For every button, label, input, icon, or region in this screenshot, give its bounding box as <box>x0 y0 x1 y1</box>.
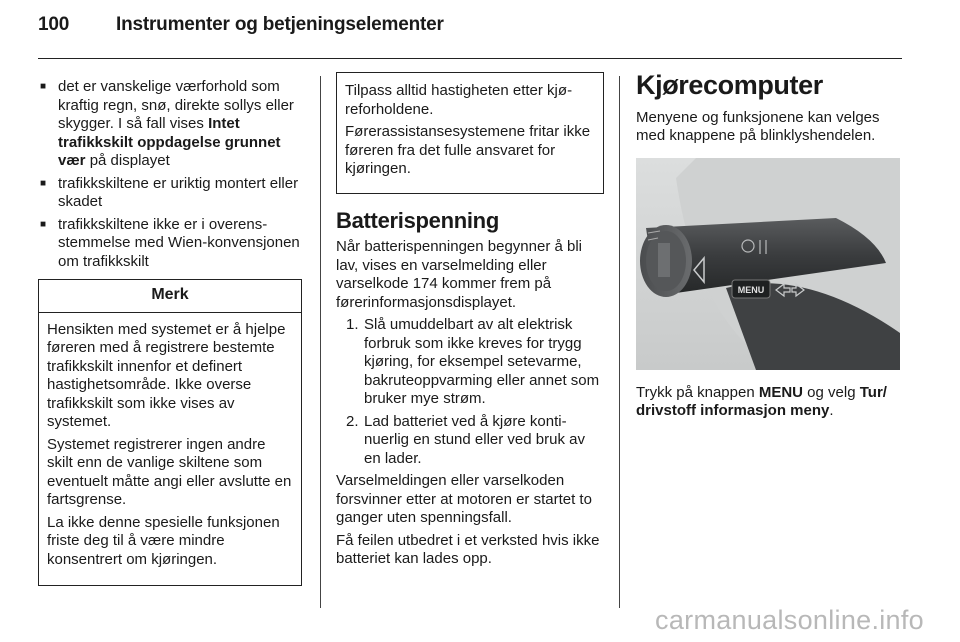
battery-intro: Når batterispenningen begynner å bli lav, vises en varselmelding eller varselkode 174 kommer frem på førerinformasjonsdisplayet. <box>336 238 582 311</box>
battery-steps <box>336 316 604 468</box>
column-3 <box>636 70 904 421</box>
list-item: ■ trafikkskiltene ikke er i overensstemmelse med Wien-konvensjonen om trafikkskilt <box>38 216 302 272</box>
column-divider-2 <box>619 76 620 608</box>
warning-box <box>336 72 604 194</box>
photo-caption: Trykk på knappen MENU og velg Tur/ drivstoff informasjon meny. <box>636 383 887 419</box>
column-1 <box>38 78 302 586</box>
column-2 <box>336 74 604 573</box>
menu-button-label: MENU <box>737 284 765 295</box>
list-item: ■ trafikkskiltene er uriktig montert eller skadet <box>38 175 302 212</box>
page-header <box>38 14 444 36</box>
note-box <box>38 279 302 586</box>
note-heading: Merk <box>39 280 301 313</box>
column-divider-1 <box>320 76 321 608</box>
step-item: 1. Slå umuddelbart av alt elektrisk forbruk som ikke kreves for trygg kjøring, for eksempel setevarme, bakruteoppvarming eller annet som bruker mye strøm. <box>346 316 600 407</box>
section-title-trip-computer: Kjørecomputer <box>636 70 823 100</box>
warning-paragraph: Førerassistansesystemene fritar ikke føreren fra det fulle ansvaret for kjøringen. <box>345 123 591 177</box>
watermark: carmanualsonline.info <box>655 605 924 635</box>
note-paragraph: Hensikten med systemet er å hjelpe føreren med å registrere bestemte trafikkskilt innenfor et definert hastighetsområde. Ikke overse trafikkskilt som ikke vises av systemet. <box>47 320 286 430</box>
battery-paragraph: Varselmeldingen eller varselkoden forsvinner etter at motoren er startet to ganger uten spenningsfall. <box>336 472 592 526</box>
battery-paragraph: Få feilen utbedret i et verksted hvis ikke batteriet kan lades opp. <box>336 531 600 567</box>
header-rule <box>38 58 902 59</box>
note-body <box>39 313 301 586</box>
trip-computer-intro: Menyene og funksjonene kan velges med knappene på blinklyshendelen. <box>636 108 880 144</box>
note-paragraph: La ikke denne spesielle funksjonen friste deg til å være mindre konsentrert om kjøringen. <box>47 513 280 568</box>
turn-signal-lever-photo <box>636 158 900 370</box>
page-number: 100 <box>38 14 70 35</box>
step-item: 2. Lad batteriet ved å kjøre kontinuerlig en stund eller ved bruk av en lader. <box>346 412 585 467</box>
page-title: Instrumenter og betjeningselementer <box>116 14 444 35</box>
list-item: ■ det er vanskelige værforhold som kraftig regn, snø, direkte sollys eller skygger. I så fall vises Intet trafikkskilt oppdagelse grunnet vær på displayet <box>38 78 302 171</box>
warning-paragraph: Tilpass alltid hastigheten etter kjøreforholdene. <box>345 82 573 118</box>
note-paragraph: Systemet registrerer ingen andre skilt enn de vanlige skiltene som eventuelt måtte angi eller avslutte en fartsgrense. <box>47 435 292 508</box>
display-message: Intet trafikkskilt oppdagelse grunnet vær <box>58 115 281 169</box>
condition-list <box>38 78 302 271</box>
section-title-battery: Batterispenning <box>336 207 499 233</box>
